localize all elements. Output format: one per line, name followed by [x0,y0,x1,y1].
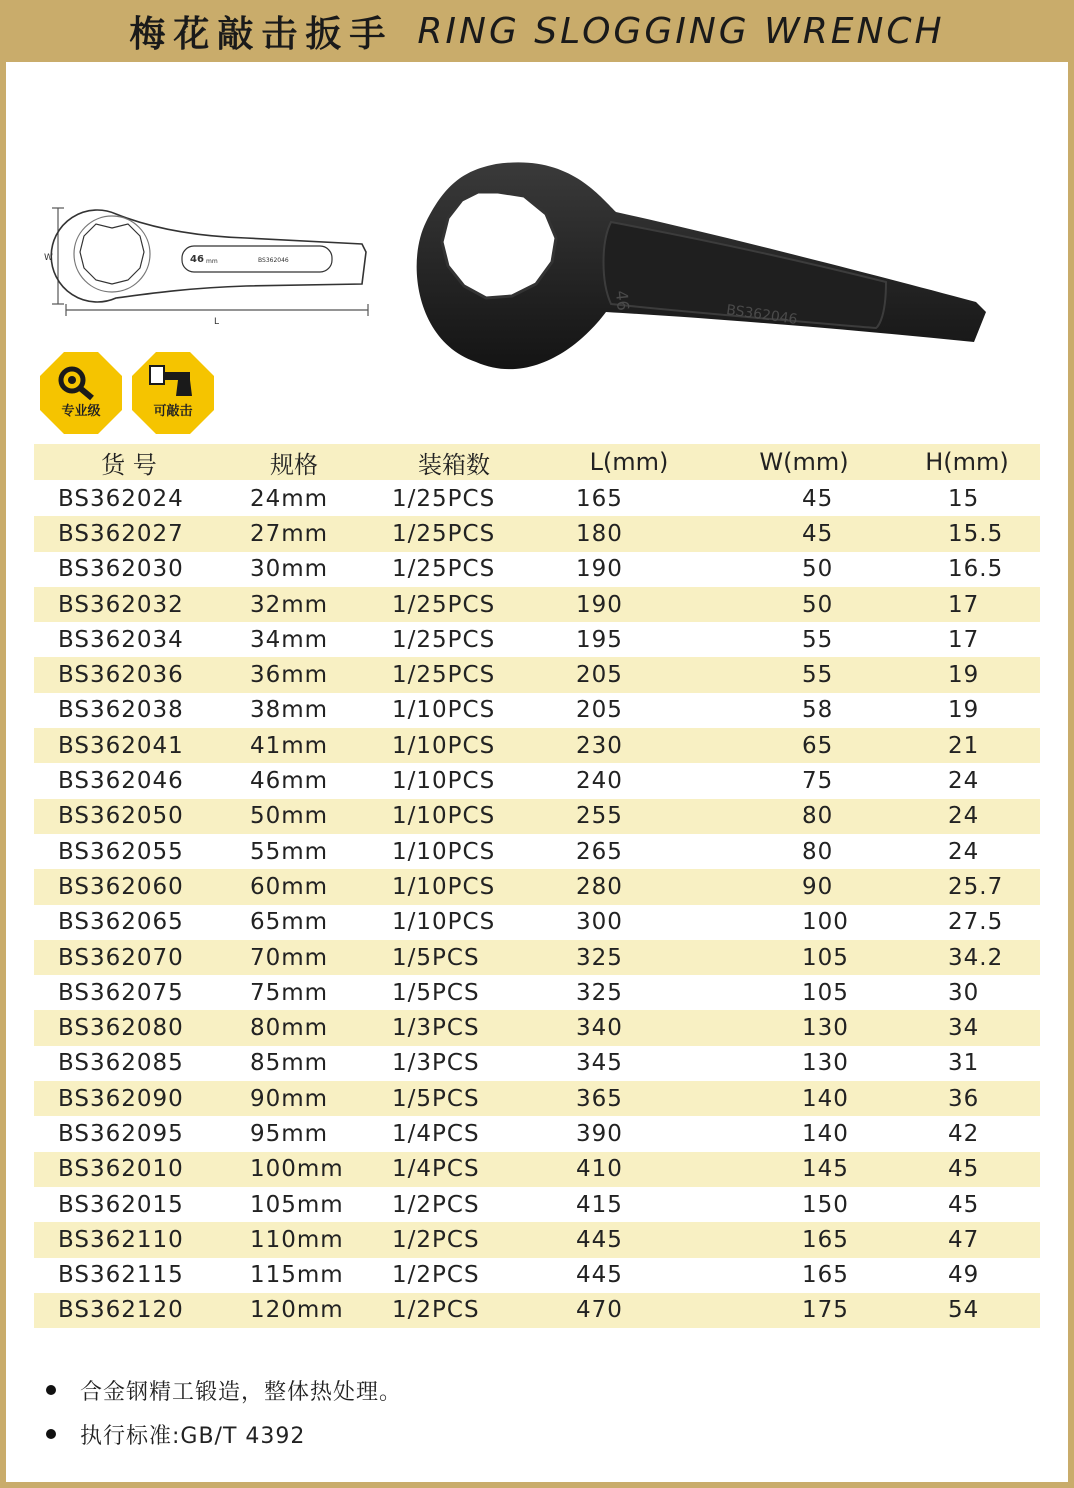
magnifier-gear-icon [38,350,124,436]
cell-spec: 46mm [224,763,364,798]
cell-item-no: BS362070 [34,940,224,975]
professional-grade-badge [38,350,124,436]
header-spec: 规格 [224,444,364,481]
cell-spec: 34mm [224,622,364,657]
cell-height: 34 [894,1010,1040,1045]
table-row [34,693,1040,728]
cell-pack-qty: 1/25PCS [364,622,544,657]
cell-height: 45 [894,1187,1040,1222]
cell-width: 58 [714,693,894,728]
cell-length: 445 [544,1222,714,1257]
table-header-row [34,444,1040,481]
cell-item-no: BS362055 [34,834,224,869]
table-row [34,940,1040,975]
cell-height: 17 [894,587,1040,622]
cell-pack-qty: 1/5PCS [364,975,544,1010]
cell-spec: 32mm [224,587,364,622]
cell-width: 50 [714,587,894,622]
cell-width: 50 [714,552,894,587]
table-row [34,1293,1040,1328]
cell-width: 55 [714,657,894,692]
wrench-photo [406,152,1006,422]
spec-table-body [34,481,1040,1329]
cell-spec: 80mm [224,1010,364,1045]
cell-pack-qty: 1/10PCS [364,728,544,763]
cell-pack-qty: 1/4PCS [364,1116,544,1151]
cell-length: 240 [544,763,714,798]
cell-pack-qty: 1/10PCS [364,834,544,869]
table-row [34,1222,1040,1257]
table-row [34,1152,1040,1187]
cell-width: 45 [714,516,894,551]
cell-height: 19 [894,693,1040,728]
table-row [34,1258,1040,1293]
table-row [34,728,1040,763]
cell-item-no: BS362095 [34,1116,224,1151]
cell-width: 130 [714,1010,894,1045]
table-row [34,657,1040,692]
cell-spec: 95mm [224,1116,364,1151]
cell-item-no: BS362110 [34,1222,224,1257]
cell-spec: 90mm [224,1081,364,1116]
cell-spec: 105mm [224,1187,364,1222]
photo-code-mark: BS362046 [725,302,799,328]
cell-pack-qty: 1/2PCS [364,1258,544,1293]
cell-item-no: BS362075 [34,975,224,1010]
note-item [46,1368,402,1412]
cell-spec: 85mm [224,1046,364,1081]
cell-item-no: BS362046 [34,763,224,798]
cell-length: 340 [544,1010,714,1045]
cell-spec: 30mm [224,552,364,587]
cell-spec: 120mm [224,1293,364,1328]
cell-length: 325 [544,940,714,975]
cell-length: 325 [544,975,714,1010]
note-item [46,1412,402,1456]
cell-height: 21 [894,728,1040,763]
table-row [34,1116,1040,1151]
cell-width: 65 [714,728,894,763]
cell-width: 90 [714,869,894,904]
cell-length: 190 [544,552,714,587]
cell-pack-qty: 1/10PCS [364,693,544,728]
cell-height: 15.5 [894,516,1040,551]
table-row [34,869,1040,904]
cell-spec: 75mm [224,975,364,1010]
cell-length: 415 [544,1187,714,1222]
cell-height: 47 [894,1222,1040,1257]
cell-height: 30 [894,975,1040,1010]
cell-item-no: BS362085 [34,1046,224,1081]
table-row [34,481,1040,517]
cell-pack-qty: 1/25PCS [364,516,544,551]
cell-height: 25.7 [894,869,1040,904]
cell-pack-qty: 1/25PCS [364,552,544,587]
cell-pack-qty: 1/5PCS [364,940,544,975]
cell-length: 180 [544,516,714,551]
product-sheet [6,62,1068,1482]
cell-pack-qty: 1/5PCS [364,1081,544,1116]
cell-height: 19 [894,657,1040,692]
table-row [34,552,1040,587]
cell-spec: 60mm [224,869,364,904]
cell-length: 445 [544,1258,714,1293]
cell-item-no: BS362038 [34,693,224,728]
note-text: 执行标准:GB/T 4392 [80,1423,306,1449]
badge-label-strikeable: 可敲击 [153,404,193,419]
table-row [34,975,1040,1010]
cell-pack-qty: 1/10PCS [364,905,544,940]
cell-spec: 41mm [224,728,364,763]
cell-item-no: BS362015 [34,1187,224,1222]
cell-pack-qty: 1/25PCS [364,657,544,692]
cell-width: 140 [714,1081,894,1116]
photo-size-mark: 46 [611,289,633,312]
drawing-size-mark: 46 [190,254,204,265]
table-row [34,1010,1040,1045]
cell-length: 205 [544,693,714,728]
title-english: RING SLOGGING WRENCH [417,10,945,52]
cell-pack-qty: 1/10PCS [364,799,544,834]
cell-item-no: BS362065 [34,905,224,940]
cell-spec: 27mm [224,516,364,551]
cell-spec: 65mm [224,905,364,940]
dim-w-label: W [44,253,53,263]
cell-length: 205 [544,657,714,692]
cell-item-no: BS362024 [34,481,224,517]
table-row [34,905,1040,940]
header-bar [0,0,1074,62]
note-text: 合金钢精工锻造，整体热处理。 [80,1379,403,1405]
cell-pack-qty: 1/4PCS [364,1152,544,1187]
cell-height: 24 [894,763,1040,798]
cell-width: 145 [714,1152,894,1187]
header-length: L(mm) [544,444,714,481]
strikeable-badge [130,350,216,436]
cell-spec: 100mm [224,1152,364,1187]
cell-width: 175 [714,1293,894,1328]
cell-item-no: BS362027 [34,516,224,551]
cell-pack-qty: 1/3PCS [364,1010,544,1045]
cell-length: 280 [544,869,714,904]
notes-list [46,1368,402,1456]
cell-width: 165 [714,1258,894,1293]
cell-height: 36 [894,1081,1040,1116]
cell-pack-qty: 1/25PCS [364,481,544,517]
header-item-no: 货 号 [34,444,224,481]
cell-width: 80 [714,834,894,869]
bullet-icon [46,1429,56,1439]
cell-width: 105 [714,975,894,1010]
cell-item-no: BS362034 [34,622,224,657]
spec-table [34,444,1040,1328]
cell-width: 105 [714,940,894,975]
cell-spec: 38mm [224,693,364,728]
header-pack-qty: 装箱数 [364,444,544,481]
cell-height: 31 [894,1046,1040,1081]
badge-label-professional: 专业级 [61,404,101,419]
cell-width: 55 [714,622,894,657]
cell-item-no: BS362036 [34,657,224,692]
cell-pack-qty: 1/10PCS [364,763,544,798]
table-row [34,834,1040,869]
hammer-icon [130,350,216,436]
cell-height: 45 [894,1152,1040,1187]
cell-item-no: BS362080 [34,1010,224,1045]
cell-width: 130 [714,1046,894,1081]
bullet-icon [46,1385,56,1395]
cell-height: 54 [894,1293,1040,1328]
cell-width: 75 [714,763,894,798]
cell-height: 34.2 [894,940,1040,975]
cell-width: 45 [714,481,894,517]
cell-height: 15 [894,481,1040,517]
table-row [34,587,1040,622]
cell-height: 24 [894,834,1040,869]
cell-spec: 55mm [224,834,364,869]
cell-height: 24 [894,799,1040,834]
cell-item-no: BS362115 [34,1258,224,1293]
table-row [34,622,1040,657]
header-height: H(mm) [894,444,1040,481]
cell-length: 195 [544,622,714,657]
cell-length: 165 [544,481,714,517]
cell-length: 410 [544,1152,714,1187]
table-row [34,1187,1040,1222]
cell-pack-qty: 1/3PCS [364,1046,544,1081]
cell-item-no: BS362120 [34,1293,224,1328]
cell-spec: 115mm [224,1258,364,1293]
cell-width: 165 [714,1222,894,1257]
cell-pack-qty: 1/2PCS [364,1293,544,1328]
cell-item-no: BS362060 [34,869,224,904]
cell-width: 150 [714,1187,894,1222]
cell-height: 49 [894,1258,1040,1293]
cell-pack-qty: 1/2PCS [364,1187,544,1222]
cell-pack-qty: 1/2PCS [364,1222,544,1257]
cell-length: 190 [544,587,714,622]
cell-spec: 36mm [224,657,364,692]
cell-item-no: BS362032 [34,587,224,622]
cell-pack-qty: 1/10PCS [364,869,544,904]
cell-length: 255 [544,799,714,834]
dim-l-label: L [214,317,220,327]
drawing-code-mark: BS362046 [258,257,289,264]
cell-width: 140 [714,1116,894,1151]
cell-width: 80 [714,799,894,834]
cell-length: 470 [544,1293,714,1328]
cell-item-no: BS362030 [34,552,224,587]
cell-height: 27.5 [894,905,1040,940]
cell-length: 365 [544,1081,714,1116]
cell-length: 390 [544,1116,714,1151]
cell-length: 230 [544,728,714,763]
cell-height: 16.5 [894,552,1040,587]
table-row [34,1081,1040,1116]
cell-pack-qty: 1/25PCS [364,587,544,622]
cell-length: 265 [544,834,714,869]
table-row [34,1046,1040,1081]
cell-item-no: BS362041 [34,728,224,763]
table-row [34,763,1040,798]
cell-height: 17 [894,622,1040,657]
cell-length: 300 [544,905,714,940]
cell-spec: 50mm [224,799,364,834]
drawing-size-unit: mm [206,258,218,265]
cell-width: 100 [714,905,894,940]
title-chinese: 梅花敲击扳手 [129,13,394,55]
table-row [34,516,1040,551]
cell-spec: 24mm [224,481,364,517]
cell-item-no: BS362050 [34,799,224,834]
table-row [34,799,1040,834]
cell-spec: 70mm [224,940,364,975]
header-width: W(mm) [714,444,894,481]
cell-length: 345 [544,1046,714,1081]
cell-height: 42 [894,1116,1040,1151]
cell-item-no: BS362090 [34,1081,224,1116]
cell-item-no: BS362010 [34,1152,224,1187]
cell-spec: 110mm [224,1222,364,1257]
